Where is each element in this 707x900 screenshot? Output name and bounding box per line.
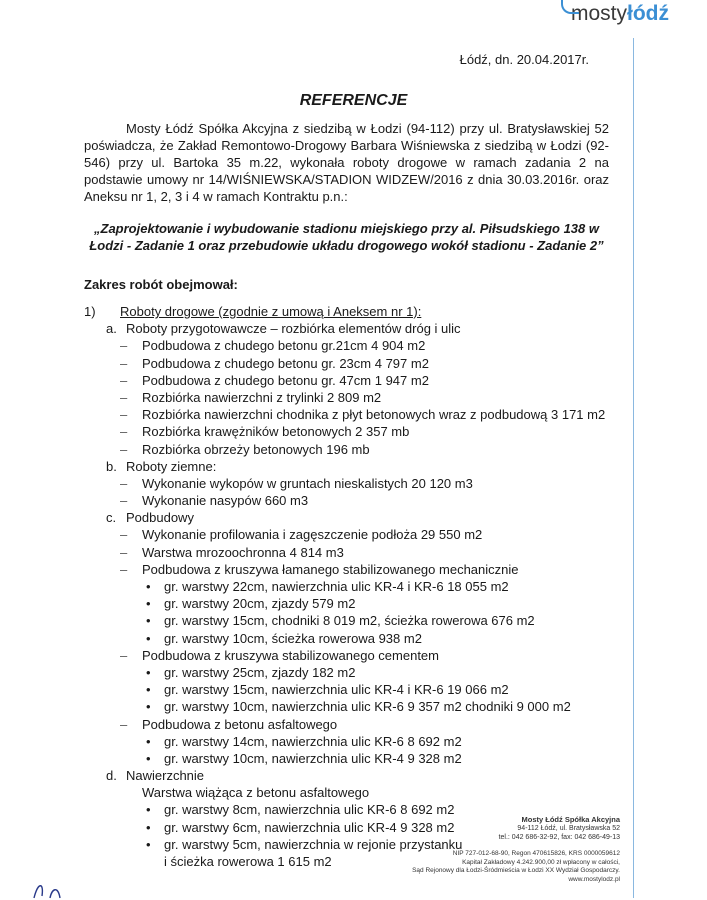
bullet-icon: • — [146, 802, 151, 818]
item-text: gr. warstwy 15cm, chodniki 8 019 m2, ścieżka rowerowa 676 m2 — [164, 613, 535, 629]
company-logo — [571, 2, 669, 26]
dash-marker-icon: – — [120, 527, 128, 543]
logo-prefix: mosty — [570, 2, 627, 25]
item-text: Podbudowa z kruszywa stabilizowanego cementem — [142, 647, 439, 663]
subsection-title: Nawierzchnie — [126, 768, 205, 784]
document-title: REFERENCJE — [299, 92, 408, 109]
item-text: gr. warstwy 14cm, nawierzchnia ulic KR-6 8 692 m2 — [164, 733, 462, 749]
footer-phones: tel.: 042 686-32-92, fax: 042 686-49-13 — [498, 834, 620, 841]
bullet-icon: • — [146, 699, 151, 715]
subsection-letter: d. — [106, 768, 117, 784]
item-text: gr. warstwy 5cm, nawierzchnia w rejonie przystanku — [164, 836, 463, 852]
item-text: Podbudowa z chudego betonu gr.21cm 4 904 m2 — [142, 338, 426, 354]
item-text: Warstwa mrozoochronna 4 814 m3 — [142, 544, 344, 560]
bullet-icon: • — [146, 836, 151, 852]
dash-marker-icon: – — [120, 441, 128, 457]
item-text: Warstwa wiążąca z betonu asfaltowego — [142, 785, 370, 801]
margin-line — [633, 38, 634, 898]
signature-mark — [30, 878, 90, 900]
bullet-icon: • — [146, 579, 151, 594]
subsection-title: Podbudowy — [126, 510, 194, 526]
item-text: Podbudowa z chudego betonu gr. 47cm 1 947 m2 — [142, 372, 429, 388]
bullet-icon: • — [146, 819, 151, 835]
section-title: Roboty drogowe (zgodnie z umową i Aneksem nr 1): — [120, 304, 422, 319]
company-footer — [490, 815, 620, 842]
item-text: Rozbiórka nawierzchni z trylinki 2 809 m2 — [142, 389, 382, 405]
dash-marker-icon: – — [120, 389, 128, 405]
subsection-title: Roboty przygotowawcze – rozbiórka elementów dróg i ulic — [126, 321, 461, 337]
item-text: gr. warstwy 22cm, nawierzchnia ulic KR-4 i KR-6 18 055 m2 — [164, 579, 509, 594]
dash-marker-icon: – — [120, 355, 128, 371]
footer-company: Mosty Łódź Spółka Akcyjna — [521, 815, 620, 824]
bullet-icon: • — [146, 682, 151, 698]
item-text: Wykonanie nasypów 660 m3 — [142, 493, 309, 509]
dash-marker-icon: – — [120, 338, 128, 354]
dash-marker-icon: – — [120, 424, 128, 440]
dash-marker-icon: – — [120, 716, 128, 732]
footer-address: 94-112 Łódź, ul. Bratysławska 52 — [517, 825, 620, 832]
item-text: gr. warstwy 25cm, zjazdy 182 m2 — [164, 664, 356, 680]
bullet-icon: • — [146, 750, 151, 766]
company-registration — [400, 850, 620, 884]
footer-court: Sąd Rejonowy dla Łodzi-Śródmieścia w Łodzi XX Wydział Gospodarczy. — [412, 867, 620, 874]
scope-heading: Zakres robót obejmował: — [84, 277, 238, 292]
item-text: gr. warstwy 10cm, ścieżka rowerowa 938 m2 — [164, 630, 422, 646]
dash-marker-icon: – — [120, 647, 128, 663]
contract-name: „Zaprojektowanie i wybudowanie stadionu miejskiego przy al. Piłsudskiego 138 w Łodzi - Zadanie 1 oraz przebudowie układu drogowego wokół stadionu - Zadanie 2” — [89, 221, 604, 253]
item-text: Wykonanie profilowania i zagęszczenie podłoża 29 550 m2 — [142, 527, 483, 543]
item-text: Wykonanie wykopów w gruntach nieskalistych 20 120 m3 — [142, 475, 473, 491]
dash-marker-icon: – — [120, 475, 128, 491]
bullet-icon: • — [146, 596, 151, 612]
bullet-icon: • — [146, 664, 151, 680]
item-text: Podbudowa z kruszywa łamanego stabilizowanego mechanicznie — [142, 561, 519, 577]
item-text: gr. warstwy 10cm, nawierzchnia ulic KR-4 9 328 m2 — [164, 750, 462, 766]
bullet-icon: • — [146, 733, 151, 749]
document-date: Łódź, dn. 20.04.2017r. — [459, 52, 589, 67]
item-text-continued: i ścieżka rowerowa 1 615 m2 — [164, 854, 332, 869]
bullet-icon: • — [146, 630, 151, 646]
dash-marker-icon: – — [120, 407, 128, 423]
subsection-letter: b. — [106, 458, 117, 474]
bullet-icon: • — [146, 613, 151, 629]
item-text: Rozbiórka nawierzchni chodnika z płyt betonowych wraz z podbudową 3 171 m2 — [142, 407, 606, 423]
intro-paragraph — [84, 120, 609, 205]
intro-text: Mosty Łódź Spółka Akcyjna z siedzibą w Łodzi (94-112) przy ul. Bratysławskiej 52 poświadcza, że Zakład Remontowo-Drogowy Barbara Wiśniewska z siedzibą w Łodzi (92-546) przy ul. Bartoka 35 m.22, wykonała roboty drogowe w ramach zadania 2 na podstawie umowy nr 14/WIŚNIEWSKA/STADION WIDZEW/2016 z dnia 30.03.2016r. oraz Aneksu nr 1, 2, 3 i 4 w ramach Kontraktu p.n.: — [84, 121, 609, 204]
footer-capital: Kapitał Zakładowy 4.242.900,00 zł wpłacony w całości, — [462, 858, 620, 866]
item-text: gr. warstwy 6cm, nawierzchnia ulic KR-4 9 328 m2 — [164, 819, 455, 835]
subsection-letter: c. — [106, 510, 117, 526]
item-text: gr. warstwy 8cm, nawierzchnia ulic KR-6 8 692 m2 — [164, 802, 455, 818]
item-text: Podbudowa z betonu asfaltowego — [142, 716, 338, 732]
section-number: 1) — [84, 304, 96, 319]
subsection-title: Roboty ziemne: — [126, 458, 217, 474]
logo-suffix: łódź — [627, 2, 669, 25]
logo-mark-icon — [561, 0, 579, 14]
item-text: Rozbiórka krawężników betonowych 2 357 mb — [142, 424, 410, 440]
footer-ids: NIP 727-012-68-90, Regon 470615826, KRS 0000059612 — [452, 850, 620, 857]
dash-marker-icon: – — [120, 561, 128, 577]
subsection-letter: a. — [106, 321, 117, 337]
dash-marker-icon: – — [120, 544, 128, 560]
dash-marker-icon: – — [120, 372, 128, 388]
dash-marker-icon: – — [120, 493, 128, 509]
item-text: Rozbiórka obrzeży betonowych 196 mb — [142, 441, 370, 457]
item-text: gr. warstwy 20cm, zjazdy 579 m2 — [164, 596, 356, 612]
footer-website: www.mostylodz.pl — [568, 875, 620, 883]
item-text: Podbudowa z chudego betonu gr. 23cm 4 797 m2 — [142, 355, 429, 371]
item-text: gr. warstwy 10cm, nawierzchnia ulic KR-6 9 357 m2 chodniki 9 000 m2 — [164, 699, 571, 715]
item-text: gr. warstwy 15cm, nawierzchnia ulic KR-4 i KR-6 19 066 m2 — [164, 682, 509, 698]
